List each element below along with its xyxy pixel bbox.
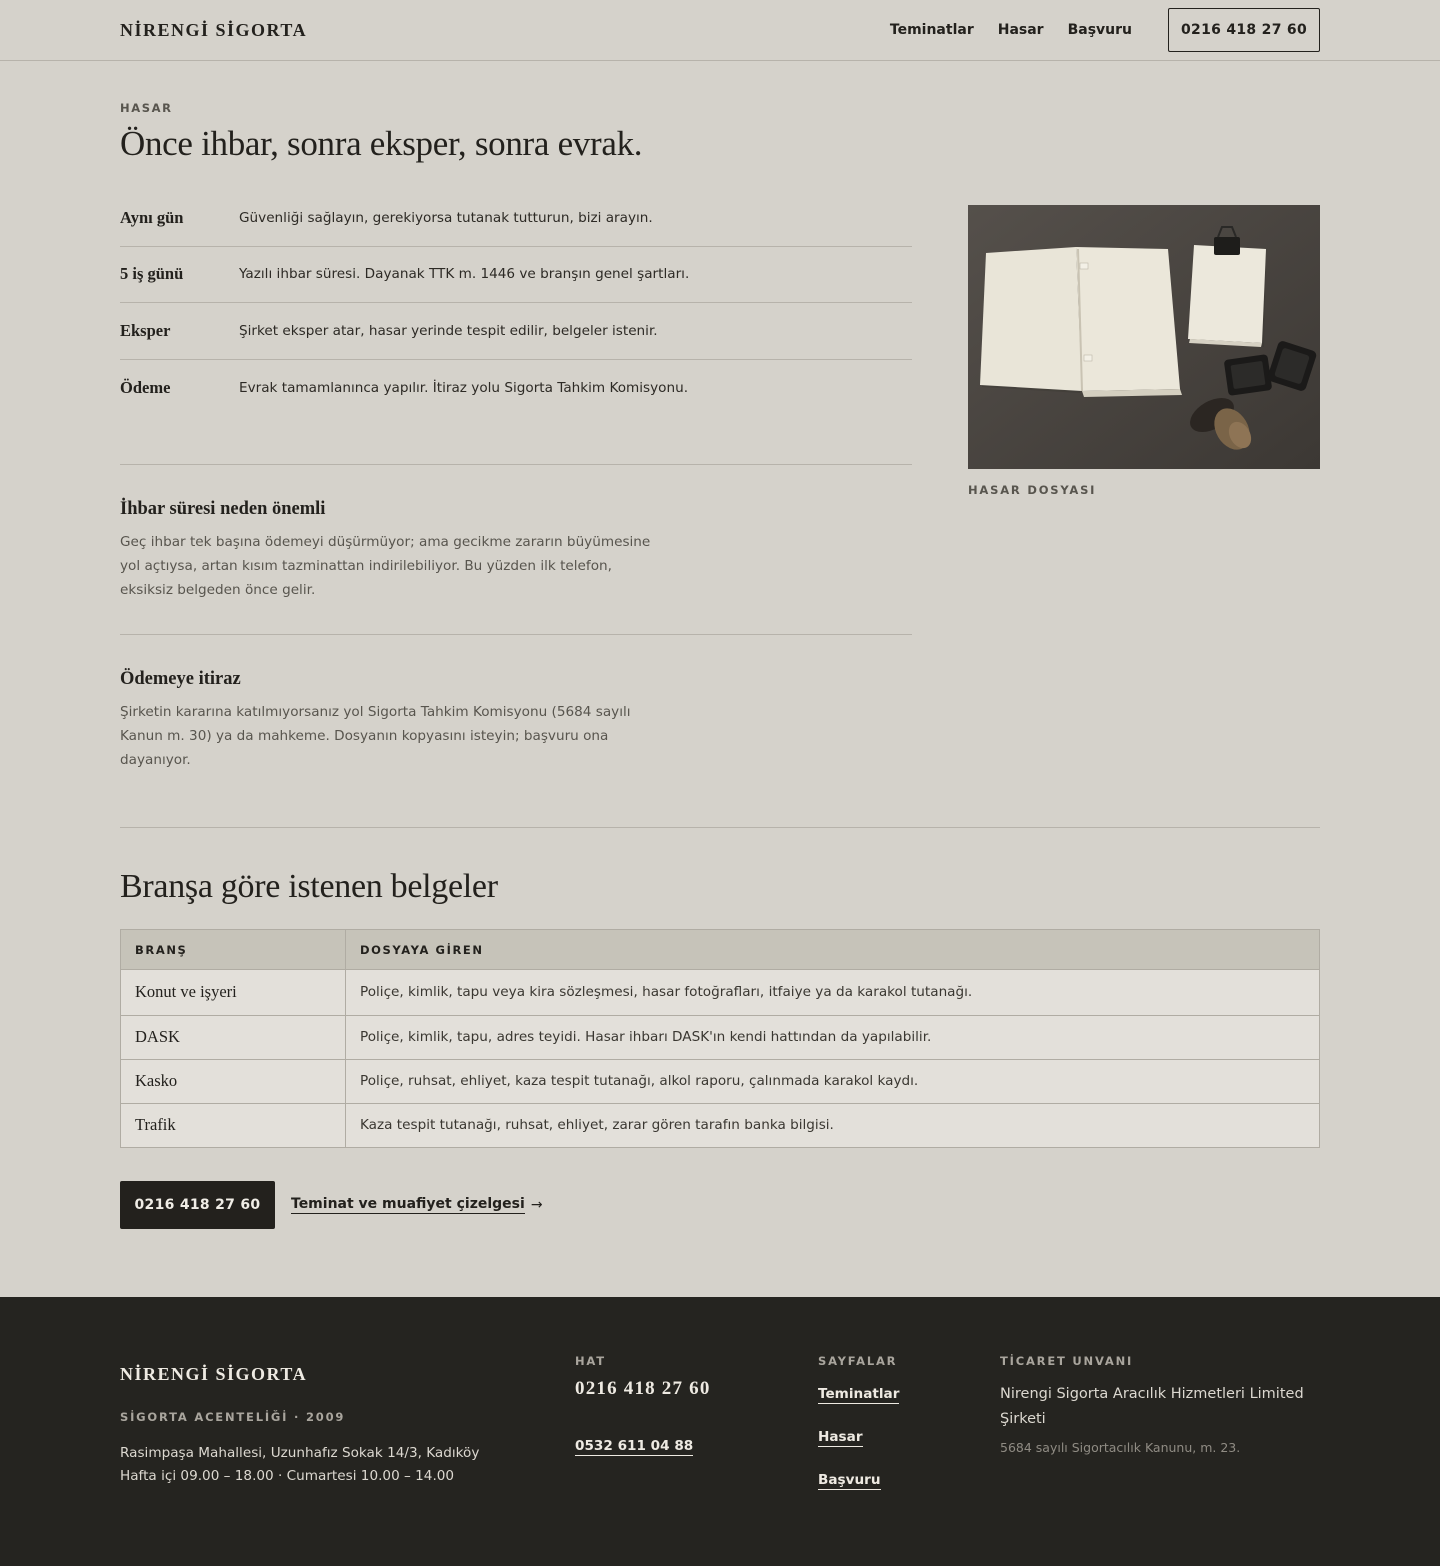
- arrow-right-icon: →: [530, 1196, 543, 1213]
- docs-cell: Poliçe, kimlik, tapu, adres teyidi. Hasar ihbarı DASK'ın kendi hattından da yapılabilir.: [346, 1015, 1320, 1059]
- site-footer: [0, 1297, 1440, 1566]
- branch-cell: Konut ve işyeri: [121, 970, 346, 1016]
- table-row: [121, 1059, 1320, 1103]
- section-title: İhbar süresi neden önemli: [120, 499, 326, 519]
- footer-address: Rasimpaşa Mahallesi, Uzunhafız Sokak 14/3, Kadıköy: [120, 1445, 480, 1461]
- step-row: [120, 360, 912, 417]
- footer-since: SİGORTA ACENTELİĞİ · 2009: [120, 1410, 346, 1424]
- header-phone-button[interactable]: 0216 418 27 60: [1168, 8, 1320, 52]
- page-title: Önce ihbar, sonra eksper, sonra evrak.: [120, 124, 643, 163]
- footer-hat-phone[interactable]: 0216 418 27 60: [575, 1378, 711, 1399]
- footer-phone-column: [575, 1354, 711, 1456]
- section-body: Geç ihbar tek başına ödemeyi düşürmüyor; ama gecikme zararın büyümesine yol açtıysa, artan kısım tazminattan indirilebiliyor. Bu yüzden ilk telefon, eksiksiz belgeden önce gelir.: [120, 534, 651, 598]
- branch-cell: Trafik: [121, 1103, 346, 1147]
- page-eyebrow: HASAR: [120, 101, 173, 115]
- footer-law: 5684 sayılı Sigortacılık Kanunu, m. 23.: [1000, 1440, 1241, 1455]
- call-button[interactable]: 0216 418 27 60: [120, 1181, 275, 1229]
- table-header-row: [121, 930, 1320, 970]
- footer-hat-label: HAT: [575, 1354, 606, 1368]
- top-grid: [120, 190, 1320, 794]
- step-term: Eksper: [120, 320, 171, 340]
- footer-trade-column: [1000, 1354, 1320, 1455]
- branch-cell: DASK: [121, 1015, 346, 1059]
- photo-caption: HASAR DOSYASI: [968, 483, 1097, 497]
- coverage-schedule-link[interactable]: [291, 1196, 543, 1214]
- step-desc: Şirket eksper atar, hasar yerinde tespit edilir, belgeler istenir.: [239, 322, 658, 339]
- step-desc: Yazılı ihbar süresi. Dayanak TTK m. 1446 ve branşın genel şartları.: [239, 266, 690, 283]
- documents-title: Branşa göre istenen belgeler: [120, 868, 498, 905]
- nav-hasar[interactable]: Hasar: [997, 22, 1044, 38]
- footer-pages-label: SAYFALAR: [818, 1354, 898, 1368]
- cta-row: [120, 1181, 1320, 1229]
- footer-link-hasar[interactable]: Hasar: [818, 1429, 863, 1445]
- docs-cell: Poliçe, ruhsat, ehliyet, kaza tespit tutanağı, alkol raporu, çalınmada karakol kaydı.: [346, 1059, 1320, 1103]
- step-term: Ödeme: [120, 377, 171, 397]
- docs-cell: Poliçe, kimlik, tapu veya kira sözleşmesi, hasar fotoğrafları, itfaiye ya da karakol tutanağı.: [346, 970, 1320, 1016]
- footer-trade-label: TİCARET UNVANI: [1000, 1354, 1134, 1368]
- footer-mobile-link[interactable]: 0532 611 04 88: [575, 1438, 694, 1454]
- footer-trade-name: Nirengi Sigorta Aracılık Hizmetleri Limited Şirketi: [1000, 1386, 1304, 1427]
- footer-pages-column: [818, 1354, 899, 1490]
- step-term: 5 iş günü: [120, 264, 184, 284]
- docs-cell: Kaza tespit tutanağı, ruhsat, ehliyet, zarar gören tarafın banka bilgisi.: [346, 1103, 1320, 1147]
- main-content: [0, 61, 1440, 1229]
- step-row: [120, 190, 912, 247]
- step-desc: Güvenliği sağlayın, gerekiyorsa tutanak tutturun, bizi arayın.: [239, 209, 653, 226]
- table-row: [121, 1015, 1320, 1059]
- step-desc: Evrak tamamlanınca yapılır. İtiraz yolu Sigorta Tahkim Komisyonu.: [239, 379, 689, 396]
- section-body: Şirketin kararına katılmıyorsanız yol Sigorta Tahkim Komisyonu (5684 sayılı Kanun m. 30) ya da mahkeme. Dosyanın kopyasını isteyin; başvuru ona dayanıyor.: [120, 704, 631, 768]
- nav-basvuru[interactable]: Başvuru: [1067, 22, 1133, 38]
- step-row: [120, 247, 912, 304]
- column-header-docs: DOSYAYA GİREN: [346, 930, 1320, 970]
- site-header: [0, 0, 1440, 61]
- section-divider: [120, 827, 1320, 828]
- table-row: [121, 1103, 1320, 1147]
- footer-brand-column: [120, 1364, 500, 1484]
- brand-logo[interactable]: NİRENGİ SİGORTA: [120, 19, 308, 40]
- footer-link-teminatlar[interactable]: Teminatlar: [818, 1386, 900, 1402]
- column-header-branch: BRANŞ: [121, 930, 346, 970]
- claim-file-photo: [968, 205, 1320, 469]
- nav-teminatlar[interactable]: Teminatlar: [889, 22, 974, 38]
- claim-steps: [120, 190, 912, 416]
- branch-cell: Kasko: [121, 1059, 346, 1103]
- footer-hours: Hafta içi 09.00 – 18.00 · Cumartesi 10.00 – 14.00: [120, 1468, 455, 1484]
- footer-link-basvuru[interactable]: Başvuru: [818, 1472, 881, 1488]
- table-row: [121, 970, 1320, 1016]
- section-objection: [120, 634, 912, 794]
- footer-brand: NİRENGİ SİGORTA: [120, 1364, 308, 1384]
- step-term: Aynı gün: [120, 207, 184, 227]
- right-column: [968, 190, 1320, 794]
- section-notice-period: [120, 464, 912, 634]
- section-title: Ödemeye itiraz: [120, 669, 241, 689]
- main-nav: [866, 8, 1320, 52]
- coverage-schedule-link-label[interactable]: Teminat ve muafiyet çizelgesi: [291, 1195, 525, 1212]
- left-column: [120, 190, 912, 794]
- documents-table: [120, 929, 1320, 1148]
- step-row: [120, 303, 912, 360]
